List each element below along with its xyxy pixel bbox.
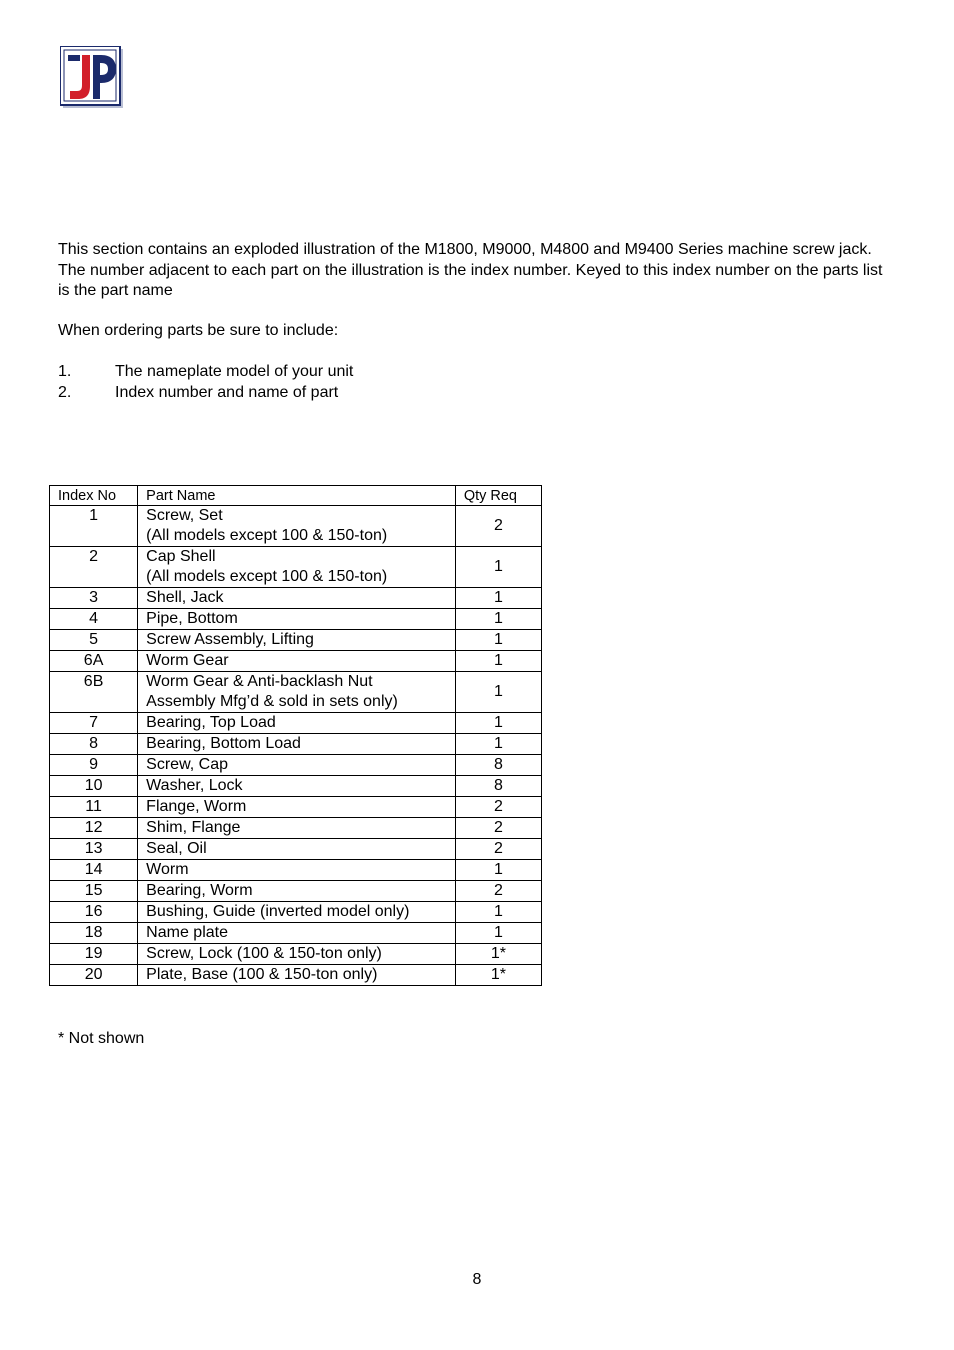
table-header-row [50, 486, 542, 506]
table-row [50, 609, 542, 630]
cell-part-name [138, 506, 456, 547]
part-name-line: Bearing, Bottom Load [146, 735, 301, 752]
part-name-line: Shim, Flange [146, 819, 241, 836]
cell-index: 19 [50, 944, 138, 965]
header-index: Index No [50, 486, 138, 506]
parts-table [49, 485, 542, 986]
part-name-line: Screw, Lock (100 & 150-ton only) [146, 945, 382, 962]
cell-qty: 1 [455, 651, 541, 672]
part-name-line: (All models except 100 & 150-ton) [146, 568, 388, 585]
cell-qty: 1 [455, 630, 541, 651]
part-name-line: Seal, Oil [146, 840, 207, 857]
part-name-line: Bearing, Top Load [146, 714, 276, 731]
cell-index: 13 [50, 839, 138, 860]
cell-index: 15 [50, 881, 138, 902]
cell-part-name [138, 839, 456, 860]
cell-qty: 2 [455, 818, 541, 839]
list-text: Index number and name of part [115, 383, 339, 401]
cell-part-name [138, 818, 456, 839]
cell-qty: 1 [455, 734, 541, 755]
table-row [50, 797, 542, 818]
cell-qty: 1 [455, 860, 541, 881]
cell-part-name [138, 609, 456, 630]
cell-qty: 8 [455, 755, 541, 776]
list-item [58, 383, 353, 404]
part-name-line: Worm Gear & Anti-backlash Nut [146, 673, 373, 690]
part-name-line: Plate, Base (100 & 150-ton only) [146, 966, 378, 983]
cell-index: 10 [50, 776, 138, 797]
cell-part-name [138, 797, 456, 818]
cell-qty: 1 [455, 609, 541, 630]
cell-part-name [138, 734, 456, 755]
part-name-line: Pipe, Bottom [146, 610, 238, 627]
part-name-line: Flange, Worm [146, 798, 247, 815]
table-row [50, 881, 542, 902]
part-name-line: Worm [146, 861, 189, 878]
list-number: 2. [58, 383, 72, 401]
table-row [50, 755, 542, 776]
table-row [50, 588, 542, 609]
cell-qty: 2 [455, 797, 541, 818]
part-name-line: Assembly Mfg’d & sold in sets only) [146, 693, 398, 710]
part-name-line: (All models except 100 & 150-ton) [146, 527, 388, 544]
company-logo [60, 46, 123, 108]
cell-part-name [138, 672, 456, 713]
table-row [50, 734, 542, 755]
cell-qty: 1 [455, 713, 541, 734]
cell-index: 2 [50, 547, 138, 588]
cell-part-name [138, 923, 456, 944]
ordering-instructions: When ordering parts be sure to include: [58, 322, 339, 339]
cell-part-name [138, 630, 456, 651]
cell-part-name [138, 713, 456, 734]
cell-qty: 1* [455, 944, 541, 965]
cell-index: 7 [50, 713, 138, 734]
header-qty: Qty Req [455, 486, 541, 506]
cell-part-name [138, 547, 456, 588]
part-name-line: Screw Assembly, Lifting [146, 631, 314, 648]
table-row [50, 902, 542, 923]
table-row [50, 944, 542, 965]
cell-index: 11 [50, 797, 138, 818]
table-row [50, 672, 542, 713]
table-row [50, 923, 542, 944]
table-row [50, 839, 542, 860]
cell-index: 4 [50, 609, 138, 630]
cell-index: 5 [50, 630, 138, 651]
table-row [50, 965, 542, 986]
header-part-name: Part Name [138, 486, 456, 506]
cell-qty: 1 [455, 902, 541, 923]
cell-index: 6A [50, 651, 138, 672]
part-name-line: Bearing, Worm [146, 882, 253, 899]
intro-paragraph: This section contains an exploded illustration of the M1800, M9000, M4800 and M9400 Series machine screw jack. The number adjacent to each part on the illustration is the index number. Keyed to this index number on the parts list is the part name [58, 241, 883, 299]
cell-index: 16 [50, 902, 138, 923]
part-name-line: Cap Shell [146, 548, 216, 565]
part-name-line: Bushing, Guide (inverted model only) [146, 903, 410, 920]
cell-qty: 1 [455, 547, 541, 588]
cell-qty: 2 [455, 881, 541, 902]
part-name-line: Shell, Jack [146, 589, 224, 606]
cell-index: 8 [50, 734, 138, 755]
parts-table-body [50, 506, 542, 986]
cell-part-name [138, 944, 456, 965]
cell-qty: 2 [455, 506, 541, 547]
table-row [50, 776, 542, 797]
part-name-line: Screw, Cap [146, 756, 228, 773]
part-name-line: Name plate [146, 924, 228, 941]
list-text: The nameplate model of your unit [115, 363, 354, 380]
list-number: 1. [58, 363, 72, 380]
cell-index: 9 [50, 755, 138, 776]
table-row [50, 506, 542, 547]
part-name-line: Washer, Lock [146, 777, 243, 794]
table-row [50, 630, 542, 651]
cell-part-name [138, 755, 456, 776]
part-name-line: Screw, Set [146, 507, 223, 524]
cell-qty: 1 [455, 588, 541, 609]
cell-part-name [138, 965, 456, 986]
cell-part-name [138, 881, 456, 902]
cell-qty: 1* [455, 965, 541, 986]
page-number: 8 [472, 1271, 482, 1288]
cell-index: 6B [50, 672, 138, 713]
cell-index: 3 [50, 588, 138, 609]
part-name-line: Worm Gear [146, 652, 229, 669]
cell-qty: 8 [455, 776, 541, 797]
table-row [50, 547, 542, 588]
cell-index: 1 [50, 506, 138, 547]
cell-part-name [138, 651, 456, 672]
cell-qty: 1 [455, 923, 541, 944]
table-row [50, 651, 542, 672]
cell-part-name [138, 588, 456, 609]
cell-part-name [138, 860, 456, 881]
table-row [50, 818, 542, 839]
table-row [50, 860, 542, 881]
list-item [58, 362, 353, 383]
ordering-list [58, 362, 353, 403]
cell-part-name [138, 902, 456, 923]
cell-index: 14 [50, 860, 138, 881]
cell-qty: 1 [455, 672, 541, 713]
cell-index: 12 [50, 818, 138, 839]
footnote: * Not shown [58, 1030, 145, 1047]
cell-qty: 2 [455, 839, 541, 860]
cell-index: 18 [50, 923, 138, 944]
table-row [50, 713, 542, 734]
cell-index: 20 [50, 965, 138, 986]
cell-part-name [138, 776, 456, 797]
